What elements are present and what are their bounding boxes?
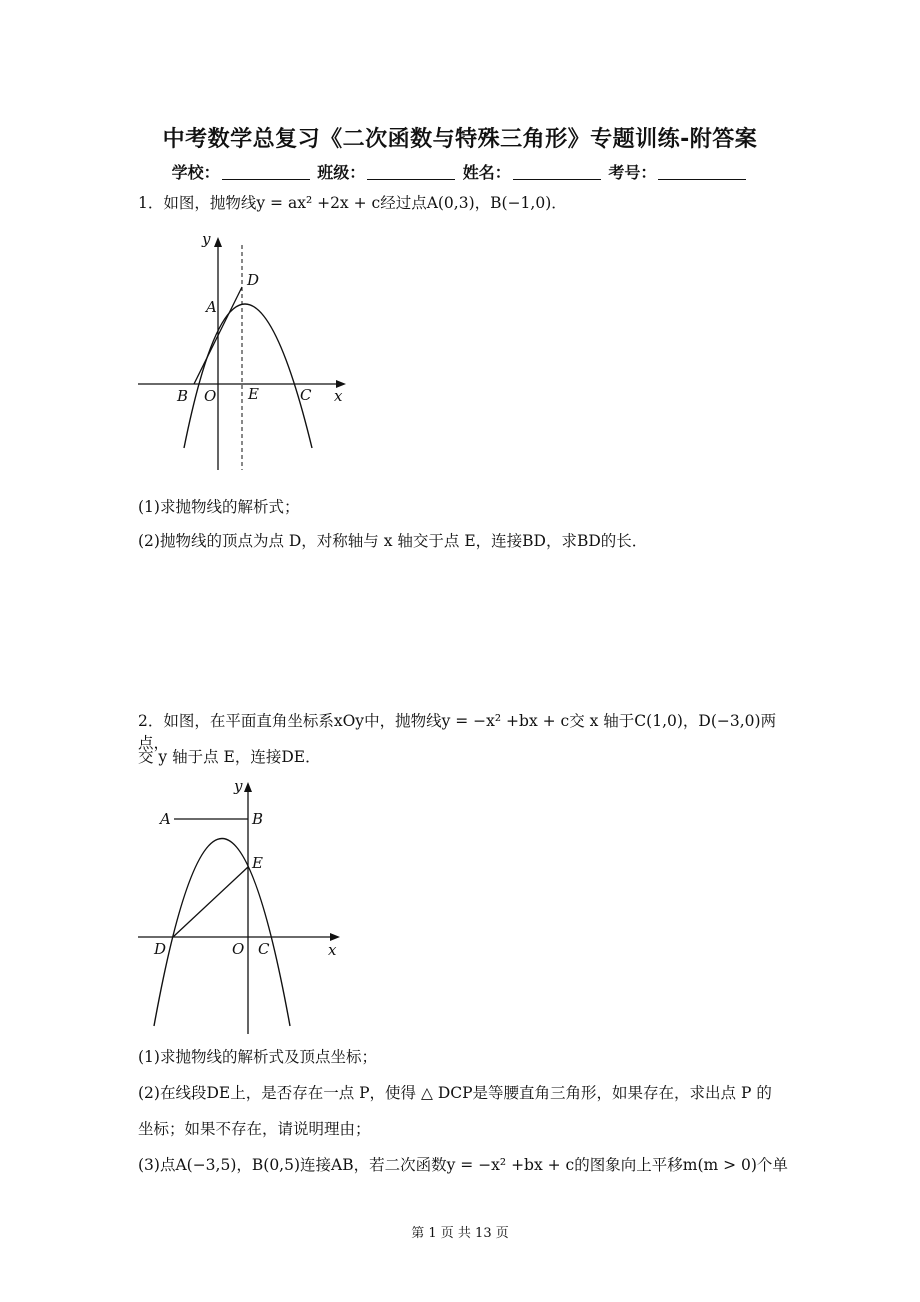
q2-figure: [130, 774, 360, 1039]
q1-label-b: B: [177, 387, 189, 405]
q1-x-label: x: [334, 387, 343, 405]
exam-no-blank[interactable]: [658, 163, 746, 180]
name-blank[interactable]: [513, 163, 601, 180]
q2-label-c: C: [258, 940, 270, 958]
exam-no-label: 考号：: [608, 163, 657, 182]
q1-part2: (2)抛物线的顶点为点 D，对称轴与 x 轴交于点 E，连接BD，求BD的长．: [138, 532, 648, 550]
q2-y-label: y: [234, 777, 243, 795]
q2-parabola: [154, 839, 290, 1027]
q2-part2-line1: (2)在线段DE上，是否存在一点 P，使得 △ DCP是等腰直角三角形，如果存在，求出点 P 的: [138, 1084, 772, 1102]
q2-stem-line1: 2．如图，在平面直角坐标系xOy中，抛物线y = −x² +bx + c交 x 轴于C(1,0)，D(−3,0)两点，: [138, 712, 777, 752]
q1-parabola: [184, 304, 312, 448]
q2-x-arrow-icon: [330, 933, 340, 941]
q1-label-c: C: [300, 386, 312, 404]
name-label: 姓名：: [462, 163, 511, 182]
q2-y-arrow-icon: [244, 782, 252, 792]
q2-label-o: O: [232, 940, 245, 958]
q1-part1: (1)求抛物线的解析式；: [138, 498, 300, 516]
q1-label-e: E: [248, 385, 259, 403]
q2-part2-line2: 坐标；如果不存在，请说明理由；: [138, 1120, 371, 1138]
q2-label-e: E: [252, 854, 263, 872]
q2-label-b: B: [252, 810, 264, 828]
q2-part1: (1)求抛物线的解析式及顶点坐标；: [138, 1048, 377, 1066]
q2-part3: (3)点A(−3,5)，B(0,5)连接AB，若二次函数y = −x² +bx + c的图象向上平移m(m > 0)个单: [138, 1156, 788, 1174]
q2-x-label: x: [328, 941, 337, 959]
q1-stem: 1．如图，抛物线y = ax² +2x + c经过点A(0,3)，B(−1,0)．: [138, 194, 567, 212]
q1-figure: [130, 225, 360, 475]
student-info-line: [0, 160, 920, 183]
q1-y-arrow-icon: [214, 237, 222, 247]
q1-y-label: y: [202, 230, 211, 248]
school-blank[interactable]: [222, 163, 310, 180]
class-blank[interactable]: [367, 163, 455, 180]
document-title: 中考数学总复习《二次函数与特殊三角形》专题训练-附答案: [162, 127, 758, 152]
q1-label-o: O: [204, 387, 217, 405]
q1-label-a: A: [206, 298, 217, 316]
q2-label-a: A: [160, 810, 171, 828]
q2-segment-de: [173, 867, 248, 937]
q1-label-d: D: [247, 271, 260, 289]
class-label: 班级：: [317, 163, 366, 182]
q2-stem-line2: 交 y 轴于点 E，连接DE．: [138, 748, 321, 766]
q2-label-d: D: [154, 940, 167, 958]
school-label: 学校：: [171, 163, 220, 182]
page-footer: 第 1 页 共 13 页: [411, 1226, 509, 1241]
